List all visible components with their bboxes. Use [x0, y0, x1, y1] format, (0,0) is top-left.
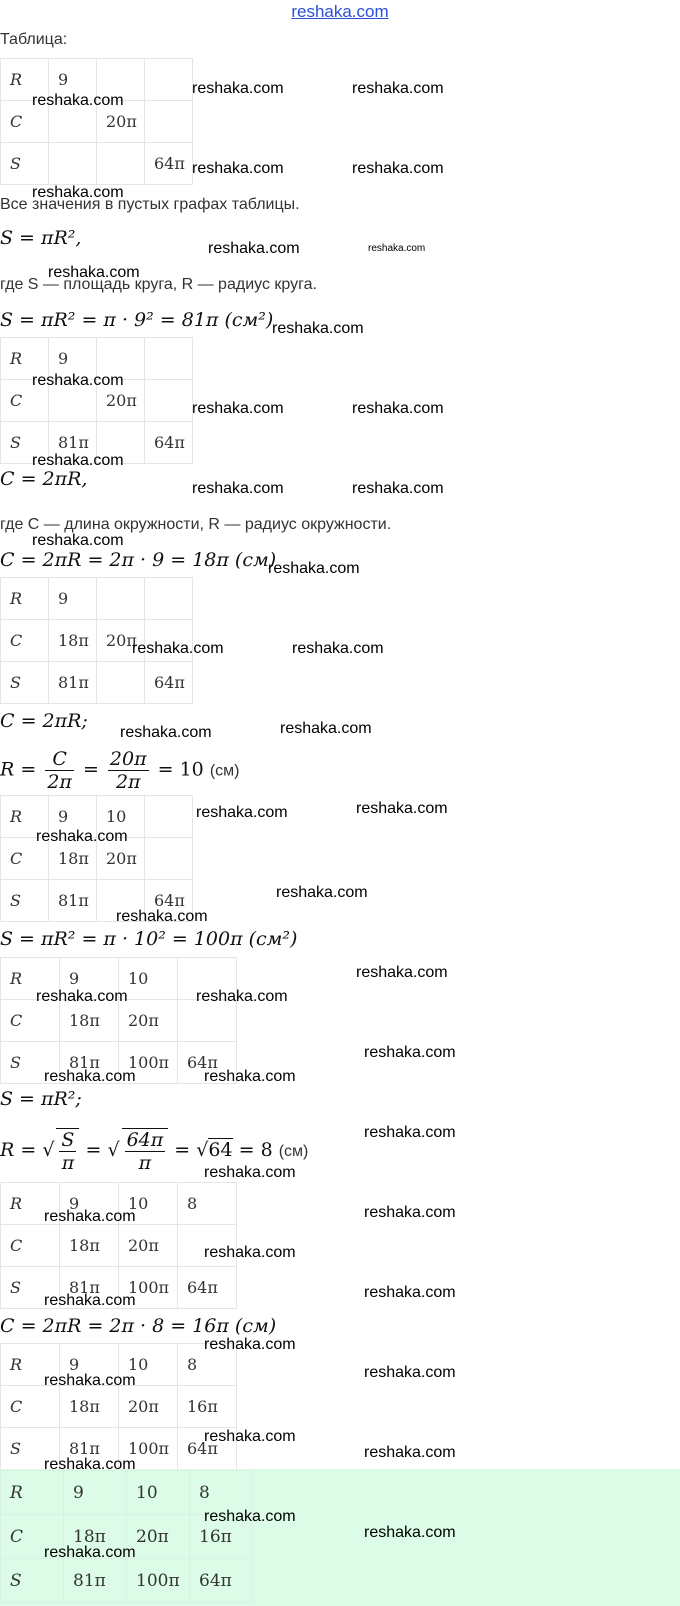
table-row: C 20π — [1, 101, 193, 143]
values-table-6 — [0, 1182, 237, 1309]
watermark: reshaka.com — [116, 908, 208, 925]
watermark: reshaka.com — [44, 1068, 136, 1085]
values-table-2 — [0, 337, 193, 464]
watermark: reshaka.com — [204, 1164, 296, 1181]
values-table-7 — [0, 1343, 237, 1470]
watermark: reshaka.com — [276, 884, 368, 901]
values-table-5 — [0, 957, 237, 1084]
watermark: reshaka.com — [364, 1364, 456, 1381]
watermark: reshaka.com — [192, 80, 284, 97]
intro-text: Таблица: — [0, 31, 68, 48]
circumference-formula: C = 2πR, — [0, 468, 88, 490]
table-row: S 81π 100π 64π — [1, 1428, 237, 1470]
watermark: reshaka.com — [44, 1292, 136, 1309]
watermark: reshaka.com — [32, 372, 124, 389]
table-row: C 18π 20π — [1, 1000, 237, 1042]
watermark: reshaka.com — [204, 1068, 296, 1085]
table-row: R 9 10 8 — [1, 1471, 253, 1515]
watermark: reshaka.com — [132, 640, 224, 657]
table-row: C 18π 20π 16π — [1, 1386, 237, 1428]
watermark: reshaka.com — [368, 243, 426, 254]
definition-text-2: где C — длина окружности, R — радиус окружности. — [0, 516, 392, 533]
area-formula-2: S = πR²; — [0, 1088, 82, 1110]
watermark: reshaka.com — [352, 160, 444, 177]
watermark: reshaka.com — [356, 800, 448, 817]
table-row: C 18π 20π — [1, 838, 193, 880]
watermark: reshaka.com — [364, 1124, 456, 1141]
watermark: reshaka.com — [204, 1336, 296, 1353]
watermark: reshaka.com — [364, 1444, 456, 1461]
watermark: reshaka.com — [356, 964, 448, 981]
watermark: reshaka.com — [352, 400, 444, 417]
watermark: reshaka.com — [292, 640, 384, 657]
watermark: reshaka.com — [48, 264, 140, 281]
watermark: reshaka.com — [36, 988, 128, 1005]
values-table-1 — [0, 58, 193, 185]
watermark: reshaka.com — [364, 1284, 456, 1301]
area-10: S = πR² = π · 10² = 100π (см²) — [0, 928, 298, 950]
watermark: reshaka.com — [36, 828, 128, 845]
values-table-4 — [0, 795, 193, 922]
watermark: reshaka.com — [192, 400, 284, 417]
table-row: S 81π 64π — [1, 662, 193, 704]
watermark: reshaka.com — [120, 724, 212, 741]
watermark: reshaka.com — [204, 1508, 296, 1525]
table-row: C 18π 20π — [1, 620, 193, 662]
circumference-formula-2: C = 2πR; — [0, 710, 88, 732]
table-row: C 18π 20π — [1, 1225, 237, 1267]
table-row: S 81π 64π — [1, 880, 193, 922]
table-row: S 64π — [1, 143, 193, 185]
watermark: reshaka.com — [196, 988, 288, 1005]
watermark: reshaka.com — [204, 1244, 296, 1261]
table-row: S 81π 100π 64π — [1, 1267, 237, 1309]
watermark: reshaka.com — [364, 1204, 456, 1221]
watermark: reshaka.com — [364, 1524, 456, 1541]
table-row: S 81π 64π — [1, 422, 193, 464]
radius-from-s: R = √ $\frac{S}{\pi}$ = √ $\frac{64\pi}{\pi}$ = √64 = 8 (см) — [0, 1129, 309, 1174]
site-link[interactable]: reshaka.com — [291, 2, 389, 21]
watermark: reshaka.com — [32, 92, 124, 109]
circumference-9: C = 2πR = 2π · 9 = 18π (см) — [0, 549, 277, 571]
table-row: C 20π — [1, 380, 193, 422]
watermark: reshaka.com — [352, 480, 444, 497]
watermark: reshaka.com — [192, 480, 284, 497]
table-row: R 9 10 — [1, 958, 237, 1000]
table-row: R 9 10 — [1, 796, 193, 838]
table-row: S 81π 100π 64π — [1, 1042, 237, 1084]
watermark: reshaka.com — [44, 1208, 136, 1225]
watermark: reshaka.com — [196, 804, 288, 821]
table-row: C 18π 20π 16π — [1, 1515, 253, 1559]
watermark: reshaka.com — [204, 1428, 296, 1445]
watermark: reshaka.com — [44, 1372, 136, 1389]
watermark: reshaka.com — [364, 1044, 456, 1061]
circumference-8: C = 2πR = 2π · 8 = 16π (см) — [0, 1315, 277, 1337]
task-text: Все значения в пустых графах таблицы. — [0, 196, 300, 213]
watermark: reshaka.com — [272, 320, 364, 337]
table-row: R 9 10 8 — [1, 1183, 237, 1225]
watermark: reshaka.com — [352, 80, 444, 97]
answer-table — [0, 1470, 253, 1603]
table-row: R 9 — [1, 578, 193, 620]
formula-area: S = πR², — [0, 227, 82, 249]
watermark: reshaka.com — [44, 1456, 136, 1473]
watermark: reshaka.com — [32, 452, 124, 469]
watermark: reshaka.com — [280, 720, 372, 737]
table-row: R 9 — [1, 338, 193, 380]
radius-from-c: R = $\frac{C}{2\pi}$ = $\frac{20\pi}{2\pi}$ = 10 (см) — [0, 748, 240, 793]
table-row: R 9 10 8 — [1, 1344, 237, 1386]
watermark: reshaka.com — [208, 240, 300, 257]
watermark: reshaka.com — [268, 560, 360, 577]
watermark: reshaka.com — [192, 160, 284, 177]
watermark: reshaka.com — [32, 184, 124, 201]
watermark: reshaka.com — [44, 1544, 136, 1561]
watermark: reshaka.com — [32, 532, 124, 549]
definition-text-1: где S — площадь круга, R — радиус круга. — [0, 276, 317, 293]
formula-area-9: S = πR² = π · 9² = 81π (см²) — [0, 309, 274, 331]
table-row: R 9 — [1, 59, 193, 101]
table-row: S 81π 100π 64π — [1, 1559, 253, 1603]
